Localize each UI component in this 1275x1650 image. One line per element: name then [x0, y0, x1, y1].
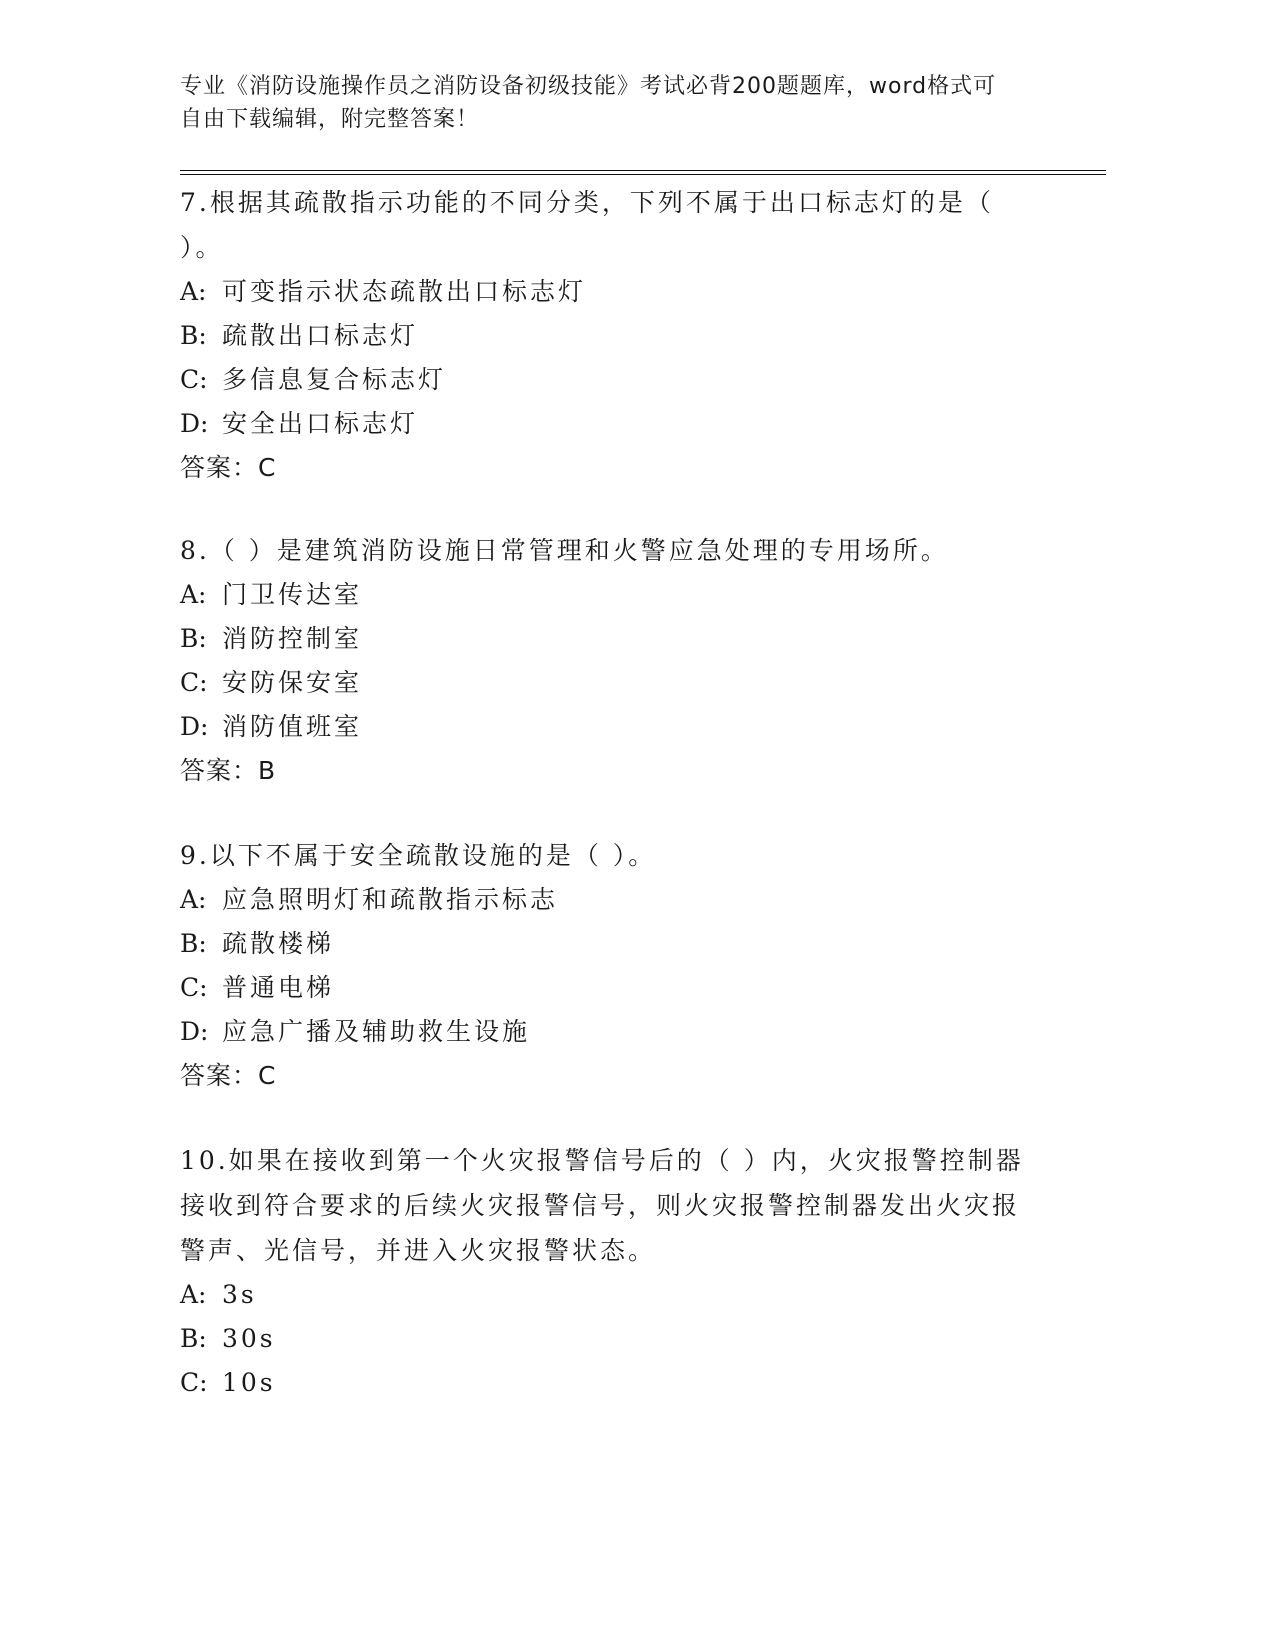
option-key: A: [180, 277, 207, 306]
option-key: D: [180, 712, 209, 741]
header-line-1: 专业《消防设施操作员之消防设备初级技能》考试必背200题题库，word格式可 [180, 74, 997, 99]
option-key: A: [180, 580, 207, 609]
option-b [180, 314, 1040, 358]
option-text: 疏散楼梯 [222, 929, 335, 958]
option-b [180, 617, 1040, 661]
option-text: 疏散出口标志灯 [222, 321, 419, 350]
option-d [180, 402, 1040, 446]
option-key: B: [180, 624, 207, 653]
option-key: C: [180, 1368, 208, 1397]
answer: 答案：B [180, 756, 277, 785]
option-c [180, 966, 1040, 1010]
option-c [180, 661, 1040, 705]
option-key: B: [180, 321, 207, 350]
option-b [180, 1317, 1040, 1361]
option-text: 3s [222, 1280, 257, 1309]
option-text: 可变指示状态疏散出口标志灯 [222, 277, 587, 306]
option-text: 30s [222, 1324, 276, 1353]
question-stem: 7.根据其疏散指示功能的不同分类，下列不属于出口标志灯的是（ ）。 [180, 188, 994, 262]
option-key: C: [180, 668, 208, 697]
question-9 [180, 833, 1040, 1098]
header-line-2: 自由下载编辑，附完整答案！ [180, 107, 480, 132]
question-7 [180, 180, 1040, 490]
question-8 [180, 528, 1040, 793]
question-10 [180, 1138, 1040, 1405]
answer: 答案：C [180, 1061, 277, 1090]
option-a [180, 573, 1040, 617]
option-a [180, 878, 1040, 922]
document-header [180, 70, 1040, 136]
option-c [180, 1361, 1040, 1405]
answer: 答案：C [180, 453, 277, 482]
option-text: 安全出口标志灯 [222, 409, 419, 438]
option-a [180, 270, 1040, 314]
option-text: 应急照明灯和疏散指示标志 [222, 885, 559, 914]
option-text: 多信息复合标志灯 [222, 365, 447, 394]
option-text: 安防保安室 [222, 668, 363, 697]
header-divider-bottom [180, 174, 1106, 175]
option-key: C: [180, 973, 208, 1002]
option-a [180, 1273, 1040, 1317]
option-key: D: [180, 409, 209, 438]
option-b [180, 922, 1040, 966]
question-stem: 9.以下不属于安全疏散设施的是（ ）。 [180, 841, 657, 870]
option-d [180, 1010, 1040, 1054]
option-text: 普通电梯 [222, 973, 335, 1002]
option-text: 消防控制室 [222, 624, 363, 653]
option-key: A: [180, 885, 207, 914]
option-key: D: [180, 1017, 209, 1046]
option-text: 应急广播及辅助救生设施 [222, 1017, 531, 1046]
option-text: 10s [222, 1368, 276, 1397]
option-text: 消防值班室 [222, 712, 363, 741]
question-stem: 10.如果在接收到第一个火灾报警信号后的（ ）内，火灾报警控制器接收到符合要求的后续火灾报警信号，则火灾报警控制器发出火灾报警声、光信号，并进入火灾报警状态。 [180, 1146, 1024, 1265]
question-stem: 8.（ ）是建筑消防设施日常管理和火警应急处理的专用场所。 [180, 536, 949, 565]
option-key: B: [180, 1324, 207, 1353]
option-key: B: [180, 929, 207, 958]
option-key: A: [180, 1280, 207, 1309]
option-key: C: [180, 365, 208, 394]
header-divider-top [180, 170, 1106, 171]
option-text: 门卫传达室 [222, 580, 363, 609]
option-d [180, 705, 1040, 749]
option-c [180, 358, 1040, 402]
